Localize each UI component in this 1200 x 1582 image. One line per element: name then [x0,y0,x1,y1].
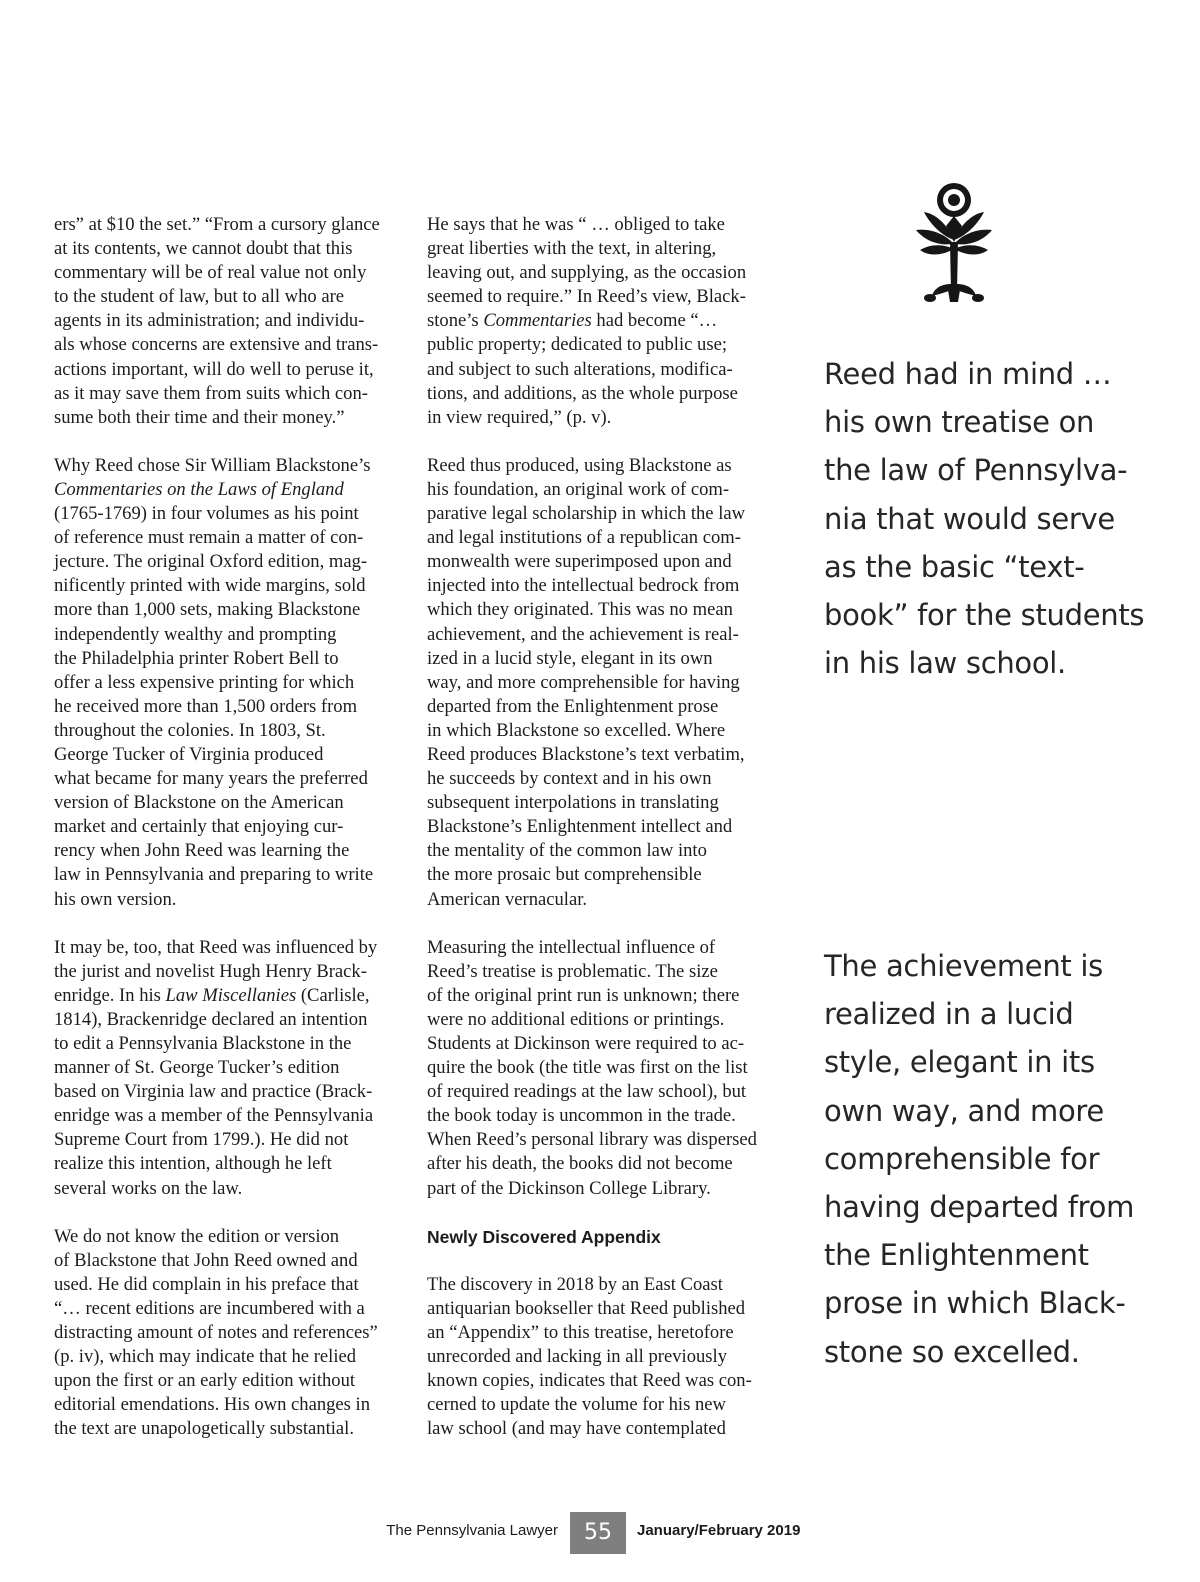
paragraph-line: the mentality of the common law into [427,840,707,862]
paragraph-line: version of Blackstone on the American [54,792,344,814]
pull-quote-line: the law of Pennsylva- [824,453,1128,488]
paragraph-line: known copies, indicates that Reed was con- [427,1370,752,1392]
pull-quote-2 [824,942,1154,1376]
fleuron-icon [912,180,996,308]
paragraph-line: parative legal scholarship in which the law [427,503,746,525]
paragraph-line: more than 1,000 sets, making Blackstone [54,599,361,621]
paragraph-line: as it may save them from suits which con- [54,382,368,404]
paragraph-line: Reed’s treatise is problematic. The size [427,960,718,982]
paragraph-line: the book today is uncommon in the trade. [427,1105,736,1127]
paragraph-line: He says that he was “ … obliged to take [427,214,725,235]
paragraph-line: Commentaries on the Laws of England [54,478,344,500]
paragraph-line: jecture. The original Oxford edition, mag- [54,551,368,573]
paragraph-line: based on Virginia law and practice (Brack- [54,1081,373,1103]
paragraph-line: realize this intention, although he left [54,1153,332,1175]
paragraph-line: “… recent editions are incumbered with a [54,1297,365,1319]
paragraph [427,213,772,430]
paragraph-line: what became for many years the preferred [54,768,368,790]
paragraph-line: als whose concerns are extensive and trans- [54,334,379,356]
paragraph-line: an “Appendix” to this treatise, heretofore [427,1321,734,1343]
paragraph-line: to the student of law, but to all who are [54,286,345,308]
paragraph-line: of Blackstone that John Reed owned and [54,1249,358,1271]
paragraph-line: ized in a lucid style, elegant in its own [427,647,713,669]
pull-quote-line: book” for the students [824,598,1145,633]
paragraph-line: editorial emendations. His own changes in [54,1394,371,1416]
paragraph-line: agents in its administration; and individu- [54,310,365,332]
paragraph-line: stone’s Commentaries had become “… [427,310,718,332]
paragraph-line: in which Blackstone so excelled. Where [427,719,726,741]
pull-quote-line: realized in a lucid [824,997,1074,1032]
paragraph-line: (p. iv), which may indicate that he relied [54,1346,357,1368]
paragraph [427,936,772,1201]
footer-publication: The Pennsylvania Lawyer [386,1522,558,1539]
paragraph-line: part of the Dickinson College Library. [427,1177,711,1199]
section-heading-line: Newly Discovered Appendix [427,1226,661,1247]
paragraph-line: upon the first or an early edition without [54,1370,356,1392]
paragraph-line: leaving out, and supplying, as the occasion [427,262,747,284]
paragraph-line: subsequent interpolations in translating [427,792,719,814]
paragraph-line: of the original print run is unknown; there [427,984,740,1006]
paragraph-line: George Tucker of Virginia produced [54,743,324,765]
paragraph-line: great liberties with the text, in altering, [427,238,717,260]
pull-quote-line: as the basic “text- [824,549,1085,584]
pull-quote-line: nia that would serve [824,501,1115,536]
paragraph-line: tions, and additions, as the whole purpose [427,382,738,404]
pull-quote-line: The achievement is [824,949,1103,983]
paragraph-line: sume both their time and their money.” [54,406,345,428]
pull-quote-line: his own treatise on [824,405,1095,440]
paragraph [54,936,399,1201]
paragraph-line: several works on the law. [54,1177,243,1199]
paragraph-line: and subject to such alterations, modifica- [427,358,733,380]
paragraph-line: of required readings at the law school), but [427,1081,747,1103]
paragraph-line: after his death, the books did not become [427,1153,733,1175]
paragraph-line: throughout the colonies. In 1803, St. [54,719,326,741]
page-number: 55 [570,1512,626,1554]
paragraph-line: monwealth were superimposed upon and [427,551,732,573]
paragraph-line: he received more than 1,500 orders from [54,695,358,717]
paragraph-line: Measuring the intellectual influence of [427,936,716,958]
paragraph-line: injected into the intellectual bedrock from [427,575,740,597]
paragraph-line: actions important, will do well to peruse it, [54,358,374,380]
paragraph-line: way, and more comprehensible for having [427,671,740,693]
middle-column [427,213,772,1465]
pull-quote-line: own way, and more [824,1093,1104,1128]
paragraph [54,1225,399,1442]
paragraph-line: seemed to require.” In Reed’s view, Black- [427,286,746,308]
pull-quote-line: the Enlightenment [824,1238,1089,1273]
paragraph-line: 1814), Brackenridge declared an intention [54,1008,368,1030]
paragraph-line: his own version. [54,888,177,910]
pull-quote-line: stone so excelled. [824,1334,1080,1369]
paragraph-line: ers” at $10 the set.” “From a cursory glance [54,214,380,235]
paragraph-line: departed from the Enlightenment prose [427,695,719,717]
paragraph-line: to edit a Pennsylvania Blackstone in the [54,1033,352,1054]
paragraph-line: Reed produces Blackstone’s text verbatim, [427,743,745,765]
paragraph [427,1273,772,1442]
paragraph-line: public property; dedicated to public use; [427,334,727,356]
paragraph-line: offer a less expensive printing for which [54,671,355,693]
paragraph [54,213,399,430]
paragraph-line: which they originated. This was no mean [427,599,733,621]
pull-quote-line: having departed from [824,1190,1135,1225]
paragraph-line: his foundation, an original work of com- [427,478,730,500]
paragraph-line: in view required,” (p. v). [427,406,612,428]
paragraph-line: the text are unapologetically substantial. [54,1418,354,1440]
paragraph-line: (1765-1769) in four volumes as his point [54,503,359,525]
paragraph-line: When Reed’s personal library was dispersed [427,1129,757,1151]
paragraph-line: Students at Dickinson were required to ac- [427,1033,745,1054]
paragraph-line: Supreme Court from 1799.). He did not [54,1129,349,1151]
paragraph-line: antiquarian bookseller that Reed published [427,1297,746,1319]
paragraph-line: commentary will be of real value not only [54,262,367,284]
paragraph-line: he succeeds by context and in his own [427,768,712,790]
paragraph-line: used. He did complain in his preface that [54,1273,359,1295]
paragraph-line: nificently printed with wide margins, sold [54,575,366,597]
paragraph [427,454,772,912]
pull-quote-line: prose in which Black- [824,1286,1126,1321]
paragraph-line: distracting amount of notes and references” [54,1322,378,1344]
paragraph-line: law in Pennsylvania and preparing to write [54,864,374,886]
paragraph-line: quire the book (the title was first on the list [427,1057,748,1079]
paragraph-line: independently wealthy and prompting [54,623,337,645]
paragraph-line: at its contents, we cannot doubt that this [54,238,353,260]
paragraph-line: It may be, too, that Reed was influenced by [54,936,378,958]
paragraph-line: rency when John Reed was learning the [54,840,350,862]
paragraph [54,454,399,912]
pull-quote-1 [824,350,1154,687]
paragraph-line: The discovery in 2018 by an East Coast [427,1273,723,1295]
paragraph-line: Reed thus produced, using Blackstone as [427,454,732,476]
pull-quote-line: style, elegant in its [824,1045,1095,1080]
paragraph-line: We do not know the edition or version [54,1225,340,1247]
paragraph-line: the more prosaic but comprehensible [427,864,702,886]
pull-quote-line: in his law school. [824,646,1066,681]
paragraph-line: enridge. In his Law Miscellanies (Carlisle, [54,984,370,1006]
paragraph-line: and legal institutions of a republican com- [427,527,741,549]
section-heading [427,1225,772,1249]
paragraph-line: enridge was a member of the Pennsylvania [54,1105,374,1127]
paragraph-line: were no additional editions or printings. [427,1008,725,1030]
paragraph-line: cerned to update the volume for his new [427,1394,726,1416]
footer-issue: January/February 2019 [637,1522,801,1539]
paragraph-line: market and certainly that enjoying cur- [54,816,344,838]
paragraph-line: achievement, and the achievement is real- [427,623,739,645]
paragraph-line: American vernacular. [427,888,588,910]
pull-quote-line: comprehensible for [824,1141,1100,1176]
paragraph-line: unrecorded and lacking in all previously [427,1346,727,1368]
paragraph-line: the jurist and novelist Hugh Henry Brack- [54,960,367,982]
paragraph-line: law school (and may have contemplated [427,1418,726,1440]
paragraph-line: Blackstone’s Enlightenment intellect and [427,816,733,838]
paragraph-line: manner of St. George Tucker’s edition [54,1057,340,1079]
pull-quote-line: Reed had in mind … [824,357,1112,391]
left-column [54,213,399,1466]
paragraph-line: the Philadelphia printer Robert Bell to [54,647,339,669]
paragraph-line: of reference must remain a matter of con- [54,527,364,549]
paragraph-line: Why Reed chose Sir William Blackstone’s [54,454,371,476]
